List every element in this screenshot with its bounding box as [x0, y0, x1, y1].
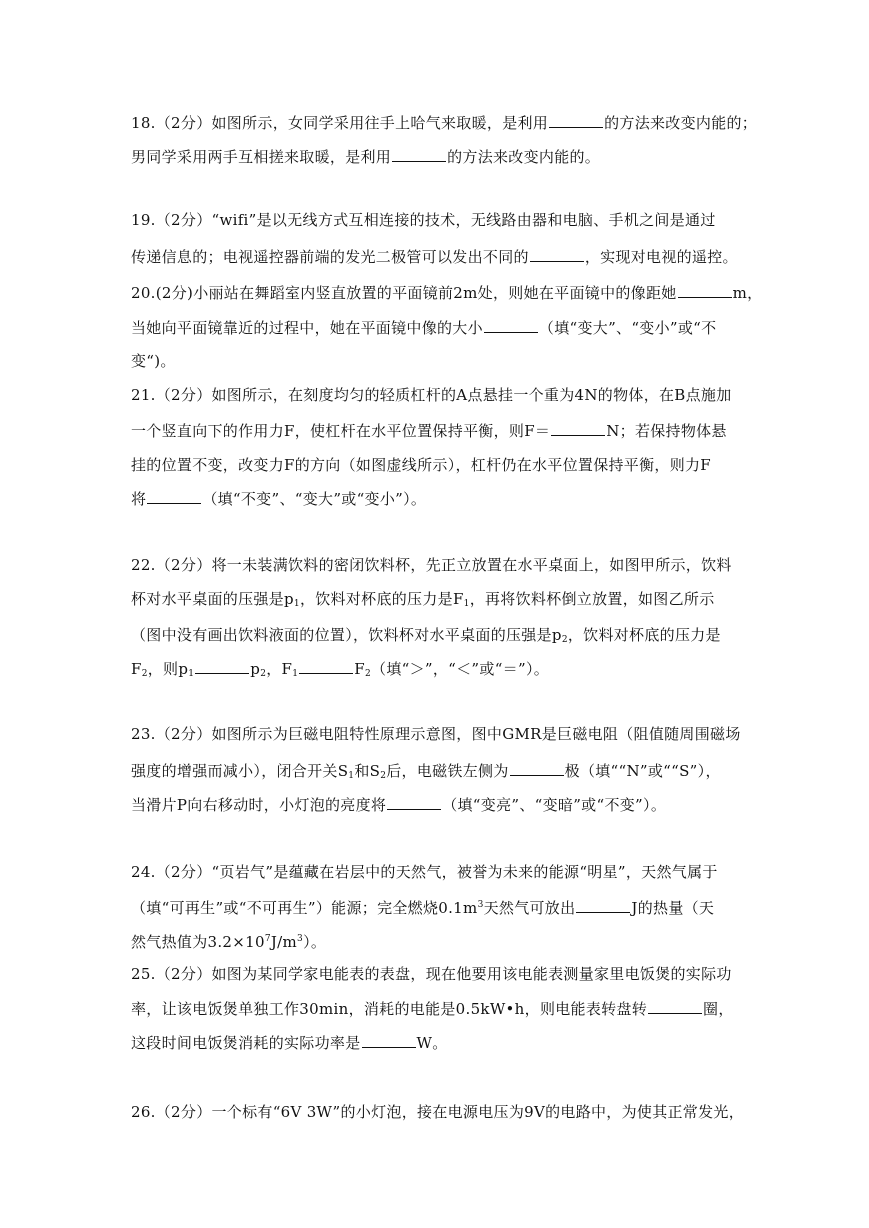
- answer-blank[interactable]: [299, 659, 353, 674]
- subscript: 2: [365, 669, 372, 679]
- question-line: [131, 795, 666, 815]
- question-line: [131, 147, 600, 167]
- question-text: 然气热值为3.2×10: [131, 933, 265, 951]
- question-text: J/m: [270, 933, 298, 951]
- question-text: 18.（2分）如图所示，女同学采用往手上哈气来取暖，是利用: [131, 114, 549, 132]
- question-text: （填“变亮”、“变暗”或“不变”）。: [442, 796, 667, 814]
- question-text: 天然气可放出: [483, 899, 576, 917]
- question-text: 24.（2分）“页岩气”是蕴藏在岩层中的天然气，被誉为未来的能源“明星”，天然气属于: [131, 863, 718, 881]
- answer-blank[interactable]: [147, 489, 201, 504]
- question-text: 19.（2分）“wifi”是以无线方式互相连接的技术，无线路由器和电脑、手机之间是通过: [131, 211, 716, 229]
- question-line: [131, 489, 426, 509]
- answer-blank[interactable]: [678, 283, 732, 298]
- answer-blank[interactable]: [387, 795, 441, 810]
- question-text: 和S: [354, 762, 381, 780]
- question-line: [131, 1033, 448, 1053]
- question-line: [131, 421, 727, 441]
- question-line: [131, 964, 732, 984]
- question-text: F: [131, 660, 142, 678]
- question-text: 的方法来改变内能的；: [604, 114, 758, 132]
- subscript: 1: [188, 669, 195, 679]
- question-line: [131, 932, 326, 952]
- question-text: 强度的增强而减小），闭合开关S: [131, 762, 349, 780]
- question-text: 一个竖直向下的作用力F，使杠杆在水平位置保持平衡，则F＝: [131, 422, 551, 440]
- subscript: 1: [293, 599, 300, 609]
- question-text: 25.（2分）如图为某同学家电能表的表盘，现在他要用该电能表测量家里电饭煲的实际功: [131, 965, 732, 983]
- superscript: 7: [264, 934, 271, 944]
- question-line: [131, 1102, 744, 1122]
- question-text: （图中没有画出饮料液面的位置），饮料杯对水平桌面的压强是p: [131, 626, 562, 644]
- question-line: [131, 761, 721, 781]
- question-text: J的热量（天: [631, 899, 715, 917]
- question-line: [131, 455, 711, 475]
- question-text: 极（填““N”或““S”），: [564, 762, 721, 780]
- answer-blank[interactable]: [551, 421, 605, 436]
- question-text: ）。: [303, 933, 327, 951]
- subscript: 1: [348, 771, 355, 781]
- question-text: 20.(2分)小丽站在舞蹈室内竖直放置的平面镜前2m处，则她在平面镜中的像距她: [131, 284, 677, 302]
- answer-blank[interactable]: [484, 318, 538, 333]
- question-text: ，饮料对杯底的压力是: [567, 626, 721, 644]
- question-line: [131, 283, 762, 303]
- question-text: m，: [732, 284, 763, 302]
- answer-blank[interactable]: [362, 1033, 416, 1048]
- subscript: 1: [463, 599, 470, 609]
- question-line: [131, 247, 738, 267]
- question-line: [131, 999, 734, 1019]
- subscript: 2: [561, 635, 568, 645]
- question-text: 变“)。: [131, 352, 176, 370]
- question-text: ，则p: [147, 660, 189, 678]
- question-line: [131, 659, 549, 679]
- question-text: （填“可再生”或“不可再生”）能源；完全燃烧0.1m: [131, 899, 478, 917]
- question-line: [131, 898, 714, 918]
- question-text: p: [250, 660, 261, 678]
- question-line: [131, 318, 716, 338]
- question-line: [131, 351, 176, 371]
- question-text: 将: [131, 490, 147, 508]
- answer-blank[interactable]: [195, 659, 249, 674]
- question-text: 传递信息的；电视遥控器前端的发光二极管可以发出不同的: [131, 248, 529, 266]
- answer-blank[interactable]: [576, 898, 630, 913]
- question-line: [131, 625, 721, 645]
- question-text: 这段时间电饭煲消耗的实际功率是: [131, 1034, 361, 1052]
- question-text: F: [354, 660, 365, 678]
- question-text: ，饮料对杯底的压力是F: [299, 590, 464, 608]
- question-text: 21.（2分）如图所示，在刻度均匀的轻质杠杆的A点悬挂一个重为4N的物体，在B点施加: [131, 386, 732, 404]
- question-text: 当滑片P向右移动时，小灯泡的亮度将: [131, 796, 387, 814]
- answer-blank[interactable]: [549, 113, 603, 128]
- answer-blank[interactable]: [510, 761, 564, 776]
- question-text: （填“不变”、“变大”或“变小”）。: [202, 490, 427, 508]
- question-text: （填“变大”、“变小”或“不: [538, 319, 717, 337]
- question-text: ，再将饮料杯倒立放置，如图乙所示: [469, 590, 715, 608]
- subscript: 2: [141, 669, 148, 679]
- question-line: [131, 210, 716, 230]
- superscript: 3: [297, 934, 304, 944]
- answer-blank[interactable]: [392, 147, 446, 162]
- question-text: 当她向平面镜靠近的过程中，她在平面镜中像的大小: [131, 319, 483, 337]
- question-text: 23.（2分）如图所示为巨磁电阻特性原理示意图，图中GMR是巨磁电阻（阻值随周围磁场: [131, 725, 741, 743]
- question-text: 率，让该电饭煲单独工作30min，消耗的电能是0.5kW•h，则电能表转盘转: [131, 1000, 648, 1018]
- subscript: 1: [292, 669, 299, 679]
- subscript: 2: [260, 669, 267, 679]
- question-line: [131, 385, 732, 405]
- question-text: 26.（2分）一个标有“6V 3W”的小灯泡，接在电源电压为9V的电路中，为使其正常发光，: [131, 1103, 744, 1121]
- question-text: ，F: [266, 660, 293, 678]
- question-text: 挂的位置不变，改变力F的方向（如图虚线所示），杠杆仍在水平位置保持平衡，则力F: [131, 456, 712, 474]
- question-text: 的方法来改变内能的。: [447, 148, 601, 166]
- question-line: [131, 555, 732, 575]
- question-text: ，实现对电视的遥控。: [584, 248, 738, 266]
- question-text: 后，电磁铁左侧为: [386, 762, 509, 780]
- question-text: 男同学采用两手互相搓来取暖，是利用: [131, 148, 392, 166]
- answer-blank[interactable]: [648, 999, 702, 1014]
- question-text: 22.（2分）将一未装满饮料的密闭饮料杯，先正立放置在水平桌面上，如图甲所示，饮料: [131, 556, 732, 574]
- question-text: 圈，: [703, 1000, 734, 1018]
- question-line: [131, 862, 718, 882]
- superscript: 3: [477, 900, 484, 910]
- question-text: 杯对水平桌面的压强是p: [131, 590, 294, 608]
- subscript: 2: [380, 771, 387, 781]
- answer-blank[interactable]: [530, 247, 584, 262]
- question-text: N；若保持物体悬: [606, 422, 727, 440]
- question-line: [131, 589, 715, 609]
- question-text: （填“＞”，“＜”或“＝”）。: [371, 660, 550, 678]
- question-line: [131, 724, 741, 744]
- question-text: W。: [416, 1034, 448, 1052]
- question-line: [131, 113, 757, 133]
